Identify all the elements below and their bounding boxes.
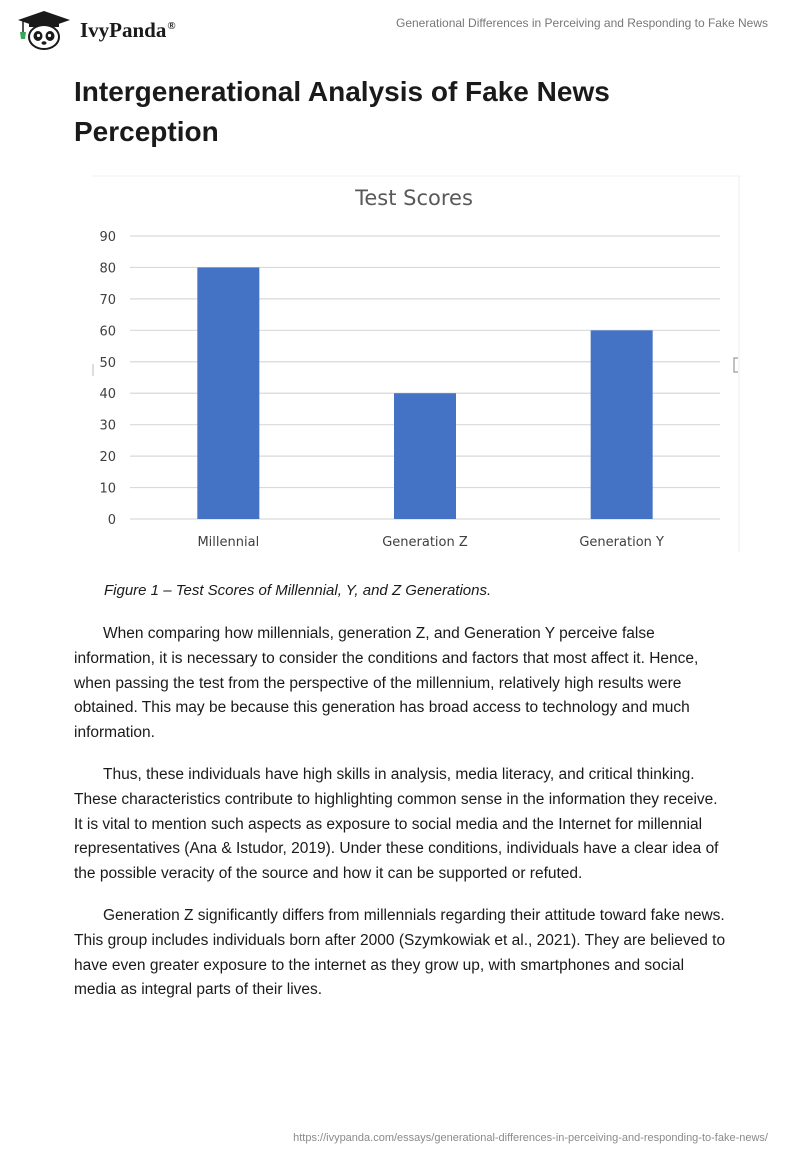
brand-name: IvyPanda® [80,17,176,42]
bar-chart [92,172,742,558]
y-tick-label: 0 [107,513,116,528]
chart-title: Test Scores [355,186,473,210]
y-tick-label: 70 [99,292,116,308]
bar-generation-y [591,330,653,519]
page-header [0,0,800,64]
paragraph-1: When comparing how millennials, generation Z, and Generation Y perceive false information, it is necessary to consider the conditions and factors that most affect it. Hence, when passing the test from the perspective of the millennium, relatively high results were obtained. This may be because this generation has broad access to technology and much information. [74,625,699,742]
bar-millennial [197,267,259,519]
source-url[interactable]: https://ivypanda.com/essays/generational-differences-in-perceiving-and-responding-to-fake-news/ [293,1132,768,1144]
x-tick-label: Generation Y [579,535,664,550]
y-tick-label: 30 [99,418,116,434]
y-tick-label: 10 [99,481,116,497]
y-tick-label: 60 [99,324,116,340]
paragraph-3: Generation Z significantly differs from millennials regarding their attitude toward fake news. This group includes individuals born after 2000 (Szymkowiak et al., 2021). They are believed to have even greater exposure to the internet as they grow up, with smartphones and social media as integral parts of their lives. [74,906,726,999]
bar-generation-z [394,393,456,519]
y-tick-label: 40 [99,387,116,403]
figure-caption: Figure 1 – Test Scores of Millennial, Y, and Z Generations. [104,582,492,599]
y-tick-label: 90 [99,230,116,245]
y-tick-label: 80 [99,261,116,277]
article-body [74,622,728,1020]
essay-title: Generational Differences in Perceiving and Responding to Fake News [396,16,768,30]
test-scores-chart [92,172,742,558]
panda-logo-icon [14,10,74,50]
x-tick-label: Generation Z [382,535,468,550]
y-tick-label: 50 [99,355,116,371]
ivypanda-logo[interactable] [14,10,176,50]
paragraph-2: Thus, these individuals have high skills in analysis, media literacy, and critical thinking. These characteristics contribute to highlighting common sense in the information they receive. It is vital to mention such aspects as exposure to social media and the Internet for millennial representatives (Ana & Istudor, 2019). Under these conditions, individuals have a clear idea of the possible veracity of the source and how it can be supported or refuted. [74,765,719,883]
page-title: Intergenerational Analysis of Fake News Perception [74,76,610,147]
y-tick-label: 20 [99,450,116,466]
x-tick-label: Millennial [197,535,260,550]
